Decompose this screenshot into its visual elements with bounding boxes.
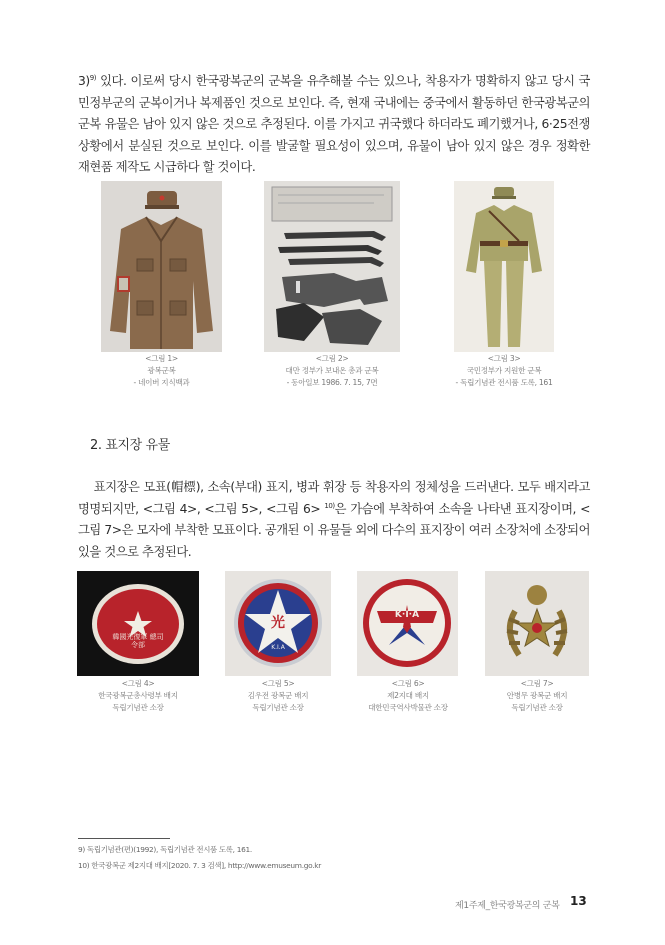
footnote-ref-9[interactable]: 9)	[89, 74, 97, 82]
figure-5-badge-char: 光	[271, 615, 285, 631]
running-footer: 제1주제_한국광복군의 군복	[455, 901, 560, 911]
figure-4-caption	[68, 678, 208, 714]
para1-text: 있다. 이로써 당시 한국광복군의 군복을 유추해볼 수는 있으나, 착용자가 명확하지 않고 당시 국민정부군의 군복이거나 복제품인 것으로 보인다. 즉, 현재 국내에는 중국에서 활동하던 한국광복군의 군복 유물은 남아 있지 않은 것으로 추정된다. 이를 가지고 귀국했다 하더라도 폐기했거나, 6·25전쟁 상황에서 분실된 것으로 보인다. 이를 발굴할 필요성이 있으며, 유물이 남아 있지 않은 경우 정확한 재현품 제작도 시급하다 할 것이다.	[78, 74, 590, 174]
figure-3-source: - 독립기념관 전시품 도록, 161	[455, 378, 553, 387]
para2-text-b: 은 가슴에 부착하여 소속을 나타낸 표지장이며, <그림 7>은 모자에 부착한 모표이다. 공개된 이 유물들 외에 다수의 표지장이 여러 소장처에 소장되어 있을 것으로 추정된다.	[78, 501, 590, 559]
figure-5-photo	[225, 571, 331, 676]
figure-2-source: - 동아일보 1986. 7. 15, 7면	[286, 378, 378, 387]
figure-1-caption	[96, 353, 227, 389]
figure-7-source: 독립기념관 소장	[511, 703, 563, 712]
page-number: 13	[570, 894, 587, 908]
figure-6-number: <그림 6>	[391, 679, 425, 688]
footnote-ref-10[interactable]: 10)	[324, 501, 335, 510]
figure-3-number: <그림 3>	[487, 354, 521, 363]
figure-2-caption	[262, 353, 402, 389]
figure-5-number: <그림 5>	[261, 679, 295, 688]
figure-4-source: 독립기념관 소장	[112, 703, 164, 712]
figure-6-source: 대한민국역사박물관 소장	[368, 703, 448, 712]
footnote-10: 10) 한국광복군 제2지대 배지[2020. 7. 3 검색], http://www.emuseum.go.kr	[78, 861, 321, 870]
footnote-9: 9) 독립기념관(편)(1992), 독립기념관 전시품 도록, 161.	[78, 845, 252, 854]
figure-1-photo	[101, 181, 222, 352]
figure-2-photo	[264, 181, 400, 352]
figure-7-caption	[467, 678, 607, 714]
figure-7-title: 안병무 광복군 배지	[506, 691, 568, 700]
figure-1-title: 광복군복	[147, 366, 176, 375]
figure-2-title: 대만 정부가 보내온 총과 군복	[285, 366, 379, 375]
figure-3-photo	[454, 181, 554, 352]
figure-6-badge-text: K·I·A	[394, 610, 420, 620]
figure-4-photo	[77, 571, 199, 676]
figure-5-badge-text: K.I.A	[271, 644, 285, 651]
figure-2-number: <그림 2>	[315, 354, 349, 363]
figure-6-photo	[357, 571, 458, 676]
figure-7-number: <그림 7>	[520, 679, 554, 688]
figure-4-number: <그림 4>	[121, 679, 155, 688]
figure-7-photo	[485, 571, 589, 676]
figure-5-caption	[208, 678, 348, 714]
figure-5-title: 김우전 광복군 배지	[247, 691, 309, 700]
para1-lead: 3)	[78, 74, 90, 88]
figure-4-badge-text: 韓國光復軍 總司令部	[112, 633, 164, 649]
para2-text-a: 표지장은 모표(帽標), 소속(부대) 표지, 병과 휘장 등 착용자의 정체성을 드러낸다. 모두 배지라고 명명되지만, <그림 4>, <그림 5>, <그림 6>	[78, 480, 590, 516]
figure-5-source: 독립기념관 소장	[252, 703, 304, 712]
section-heading: 2. 표지장 유물	[90, 438, 170, 453]
footnote-divider	[78, 838, 170, 839]
figure-3-caption	[430, 353, 578, 389]
figure-6-title: 제2지대 배지	[387, 691, 429, 700]
figure-1-number: <그림 1>	[145, 354, 178, 363]
figure-1-source: - 네이버 지식백과	[133, 378, 190, 387]
figure-6-caption	[338, 678, 478, 714]
figure-3-title: 국민정부가 지원한 군복	[466, 366, 542, 375]
body-paragraph-1	[78, 71, 590, 179]
body-paragraph-2	[78, 477, 590, 563]
figure-4-title: 한국광복군총사령부 배지	[98, 691, 178, 700]
